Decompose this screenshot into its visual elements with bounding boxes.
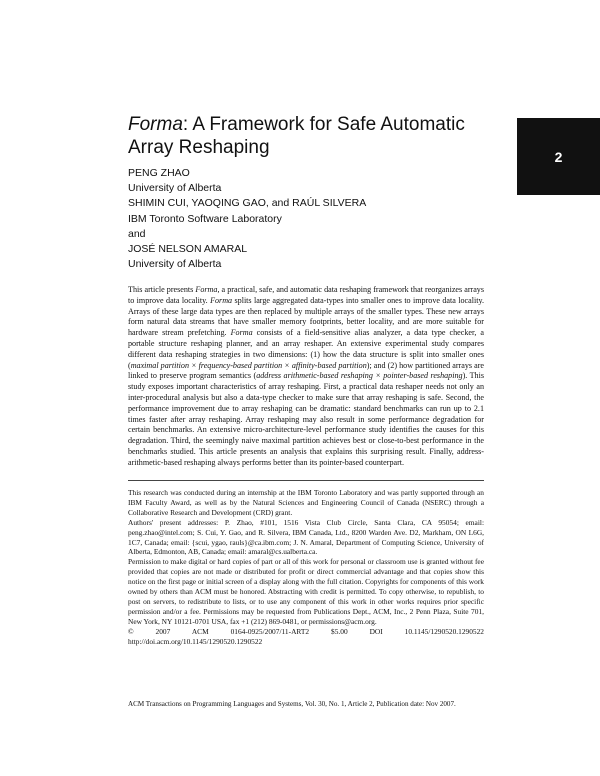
footnotes: [128, 488, 484, 647]
abstract-text: , a practical, safe, and automatic data reshaping framework that reorganizes arrays to improve data locality.: [128, 285, 485, 305]
abstract-emphasis: address arithmetic-based reshaping × pointer-based reshaping: [256, 371, 463, 381]
title-italic: Forma: [128, 114, 183, 135]
journal-footer: ACM Transactions on Programming Languages and Systems, Vol. 30, No. 1, Article 2, Publication date: Nov 2007.: [128, 700, 456, 708]
author-line: SHIMIN CUI, YAOQING GAO, and RAÚL SILVERA: [128, 197, 367, 210]
abstract-text: ); and (2) how partitioned arrays are linked to preserve program semantics (: [128, 360, 484, 381]
abstract-text: consists of a field-sensitive alias analyzer, a data type checker, a portable structure reshaping planner, and an array reshaper. An extensive experimental study compares different data reshaping strategies in two dimensions: (1) how the data structure is split into smaller ones (: [128, 328, 484, 370]
abstract-emphasis: maximal partition × frequency-based partition × affinity-based partition: [130, 360, 367, 370]
permission-notice: Permission to make digital or hard copies of part or all of this work for personal or classroom use is granted without fee provided that copies are not made or distributed for profit or direct commercial advantage and that copies show this notice on the first page or initial screen of a display along with the full citation. Copyrights for components of this work owned by others than ACM must be honored. Abstracting with credit is permitted. To copy otherwise, to republish, to post on servers, to redistribute to lists, or to use any component of this work in other works requires prior specific permission and/or a fee. Permissions may be requested from Publications Dept., ACM, Inc., 2 Penn Plaza, Suite 701, New York, NY 10121-0701 USA, fax +1 (212) 869-0481, or permissions@acm.org.: [128, 557, 484, 626]
author-addresses: Authors' present addresses: P. Zhao, #101, 1516 Vista Club Circle, Santa Clara, CA 95054; email: peng.zhao@intel.com; S. Cui, Y. Gao, and R. Silvera, IBM Canada, Ltd., 8200 Warden Ave. D2, Markham, ON L6G, 1C7, Canada; email: {scui, ygao, rauls}@ca.ibm.com; J. N. Amaral, Department of Computing Science, University of Alberta, Edmonton, AB, Canada; email: amaral@cs.ualberta.ca.: [128, 517, 484, 557]
author-block: [128, 166, 508, 272]
paper-title: [128, 113, 508, 159]
abstract-text: This article presents: [128, 285, 196, 294]
abstract-text: ). This study exposes important characteristics of array reshaping. First, a practical data reshaper needs not only an inter-procedural analysis but also a data-type checker to make sure that array reshaping is safe. Second, the performance improvement due to array reshaping can be dramatic: standard benchmarks can run up to 2.1 times faster after array reshaping. Array reshaping may also result in some performance degradation for certain benchmarks. An extensive micro-architecture-level performance study identifies the causes for this degradation. Third, the seemingly naive maximal partition achieves best or close-to-best performance in the benchmarks studied. This article presents an analysis that explains this surprising result. Finally, address-arithmetic-based reshaping always performs better than its pointer-based counterpart.: [128, 371, 484, 467]
funding-note: This research was conducted during an internship at the IBM Toronto Laboratory and was partly supported through an IBM Faculty Award, as well as by the Natural Sciences and Engineering Council of Canada (NSERC) through a Collaborative Research and Development (CRD) grant.: [128, 488, 484, 517]
abstract-emphasis: Forma: [210, 295, 233, 305]
author-line: JOSÉ NELSON AMARAL: [128, 243, 248, 256]
abstract-emphasis: Forma: [195, 285, 218, 294]
affiliation-line: University of Alberta: [128, 182, 222, 195]
author-line: PENG ZHAO: [128, 167, 190, 179]
affiliation-line: IBM Toronto Software Laboratory: [128, 212, 282, 225]
page-number-tab: [517, 118, 600, 195]
page-number: 2: [554, 148, 563, 165]
abstract-text: splits large aggregated data-types into smaller ones to improve data locality. Arrays of these large data types are then replaced by multiple arrays of the smaller types. These new arrays form natural data streams that have smaller memory footprints, better locality, and are more suitable for hardware stream prefetching.: [128, 295, 484, 338]
affiliation-line: University of Alberta: [128, 258, 222, 271]
title-rest: : A Framework for Safe Automatic Array Reshaping: [128, 114, 465, 158]
author-conjunction: and: [128, 227, 146, 240]
footnote-divider: [128, 480, 484, 481]
abstract: [128, 285, 484, 469]
abstract-emphasis: Forma: [230, 328, 253, 338]
copyright-line: © 2007 ACM 0164-0925/2007/11-ART2 $5.00 DOI 10.1145/1290520.1290522 http://doi.acm.org/10.1145/1290520.1290522: [128, 626, 484, 646]
